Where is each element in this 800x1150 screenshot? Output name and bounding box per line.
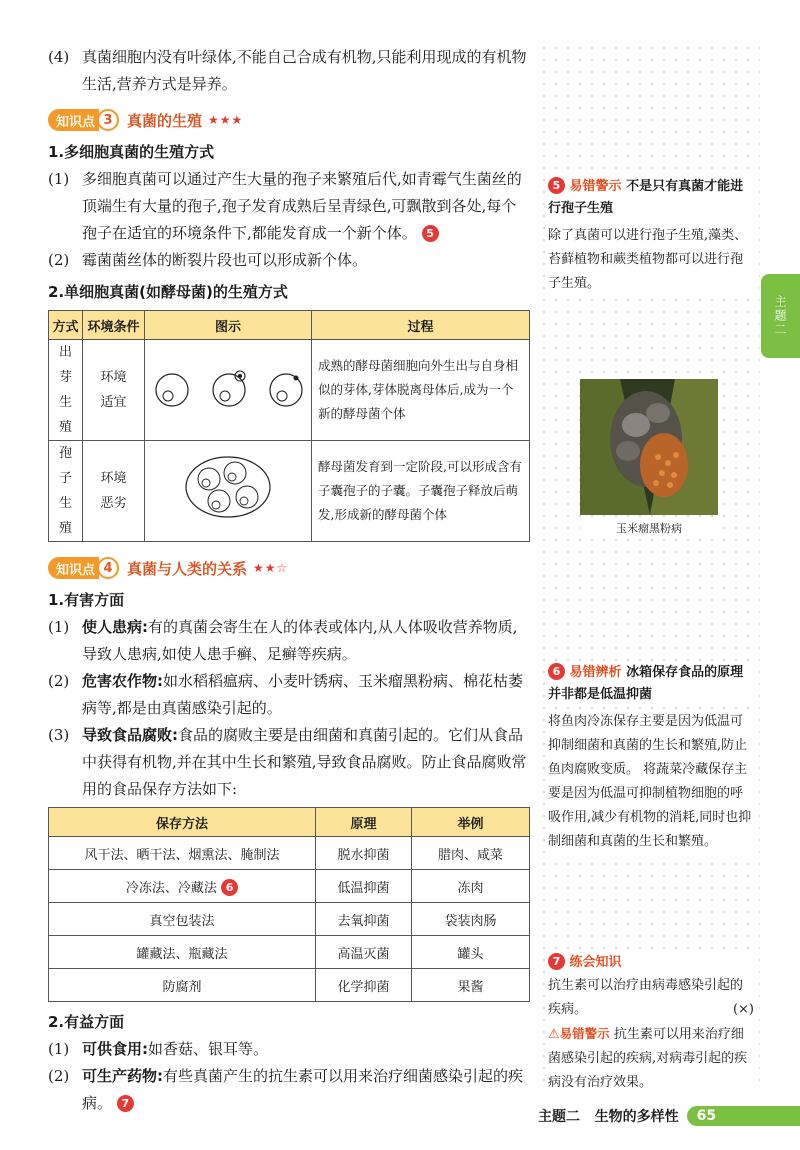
item-text: 有的真菌会寄生在人的体表或体内,从人体吸收营养物质,导致人患病,如使人患手癣、足癣等疾病。 (82, 618, 518, 663)
star-rating: ★★☆ (253, 561, 289, 575)
photo-caption: 玉米瘤黑粉病 (580, 520, 718, 536)
item-keyword: 导致食品腐败: (82, 726, 178, 744)
note-marker-6: 6 (548, 663, 565, 680)
table-cell: 出芽生殖 (49, 340, 83, 441)
column-header: 举例 (412, 808, 530, 837)
table-cell: 酵母菌发育到一定阶段,可以形成含有子囊孢子的子囊。子囊孢子释放后萌发,形成新的酵母菌个体 (312, 441, 530, 542)
item-number: (1) (48, 618, 70, 636)
list-item (48, 1063, 530, 1117)
column-header: 原理 (316, 808, 412, 837)
table-cell: 环境适宜 (83, 340, 145, 441)
table-cell: 环境恶劣 (83, 441, 145, 542)
corn-smut-photo (580, 379, 718, 515)
item-keyword: 可生产药物: (82, 1067, 163, 1085)
table-cell: 罐头 (412, 936, 530, 969)
yeast-reproduction-table (48, 310, 530, 542)
food-preservation-table (48, 807, 530, 1002)
cell-text: 风干法、晒干法、烟熏法、腌制法 (84, 847, 280, 863)
section-heading: 1.多细胞真菌的生殖方式 (48, 143, 215, 161)
footer-text: 主题二 生物的多样性 (538, 1109, 679, 1125)
side-note-5 (548, 176, 756, 296)
item-number: (2) (48, 672, 70, 690)
table-cell (49, 870, 316, 903)
list-item (48, 247, 530, 274)
side-note-title (548, 952, 758, 974)
item-text: 有些真菌产生的抗生素可以用来治疗细菌感染引起的疾病。 (82, 1067, 524, 1112)
table-cell: 果酱 (412, 969, 530, 1002)
table-cell: 腊肉、咸菜 (412, 837, 530, 870)
item-number: (1) (48, 170, 70, 188)
cell-text: 防腐剂 (162, 979, 202, 995)
item-text: 真菌细胞内没有叶绿体,不能自己合成有机物,只能利用现成的有机物生活,营养方式是异养。 (82, 48, 527, 93)
table-row (49, 936, 530, 969)
table-cell: 低温抑菌 (316, 870, 412, 903)
list-item (48, 1036, 530, 1063)
cell-text: 真空包装法 (149, 913, 215, 929)
table-cell: 冻肉 (412, 870, 530, 903)
note-marker-5: 5 (548, 177, 565, 194)
note-label: 练会知识 (569, 955, 622, 970)
page-number: 65 (687, 1106, 800, 1126)
column-header: 方式 (49, 311, 83, 340)
note-marker-7: 7 (548, 953, 565, 970)
item-text: 多细胞真菌可以通过产生大量的孢子来繁殖后代,如青霉气生菌丝的顶端生有大量的孢子,孢子发育成熟后呈青绿色,可飘散到各处,每个孢子在适宜的环境条件下,都能发育成一个新个体。 (82, 170, 522, 242)
section-heading: 1.有害方面 (48, 591, 125, 609)
cell-text: 冷冻法、冷藏法 (125, 880, 217, 896)
table-cell: 袋装肉肠 (412, 903, 530, 936)
table-row (49, 903, 530, 936)
table-cell: 脱水抑菌 (316, 837, 412, 870)
knowledge-point-tag: 知识点 (48, 109, 99, 131)
knowledge-point-3-header (48, 108, 530, 132)
table-row (49, 340, 530, 441)
list-item (48, 722, 530, 803)
item-number: (2) (48, 251, 70, 269)
knowledge-point-title: 真菌的生殖 (127, 111, 203, 130)
list-item (48, 614, 530, 668)
note-title: 冰箱保存食品的原理并非都是低温抑菌 (548, 665, 744, 702)
section-heading: 2.单细胞真菌(如酵母菌)的生殖方式 (48, 283, 288, 301)
table-row (49, 870, 530, 903)
side-note-7 (548, 952, 758, 1095)
warning-label: 易错警示 (559, 1026, 610, 1041)
warning-text: 抗生素可以用来治疗细菌感染引起的疾病,对病毒引起的疾病没有治疗效果。 (548, 1027, 748, 1090)
item-text: 如水稻稻瘟病、小麦叶锈病、玉米瘤黑粉病、棉花枯萎病等,都是由真菌感染引起的。 (82, 672, 524, 717)
table-row (49, 969, 530, 1002)
table-cell: 孢子生殖 (49, 441, 83, 542)
item-keyword: 危害农作物: (82, 672, 163, 690)
warning-icon: ⚠ (548, 1027, 560, 1042)
star-rating: ★★★ (208, 113, 244, 127)
knowledge-point-number: 3 (97, 109, 119, 131)
column-header: 过程 (312, 311, 530, 340)
knowledge-point-number: 4 (97, 557, 119, 579)
budding-illustration (145, 346, 311, 426)
side-note-title (548, 662, 756, 706)
column-header: 环境条件 (83, 311, 145, 340)
note-label: 易错辨析 (569, 665, 622, 680)
note-marker-7: 7 (117, 1095, 134, 1112)
note-marker-6: 6 (221, 879, 238, 896)
item-text: 食品的腐败主要是由细菌和真菌引起的。它们从食品中获得有机物,并在其中生长和繁殖,导致食品腐败。防止食品腐败常用的食品保存方法如下: (82, 726, 527, 798)
column-header: 图示 (145, 311, 312, 340)
table-cell (49, 903, 316, 936)
item-number: (4) (48, 48, 70, 66)
table-cell: 去氧抑菌 (316, 903, 412, 936)
table-cell (49, 969, 316, 1002)
side-note-6 (548, 662, 756, 854)
section-heading: 2.有益方面 (48, 1013, 125, 1031)
ascospore-illustration (145, 447, 311, 527)
item-text: 如香菇、银耳等。 (148, 1040, 269, 1058)
table-cell (49, 936, 316, 969)
intro-item-4 (48, 44, 530, 98)
main-column (48, 44, 530, 1117)
item-text: 霉菌菌丝体的断裂片段也可以形成新个体。 (82, 251, 368, 269)
side-note-title (548, 176, 756, 220)
table-row (49, 837, 530, 870)
note-title: 不是只有真菌才能进行孢子生殖 (548, 179, 744, 216)
budding-diagram (145, 340, 312, 441)
note-label: 易错警示 (569, 179, 622, 194)
table-cell: 成熟的酵母菌细胞向外生出与自身相似的芽体,芽体脱离母体后,成为一个新的酵母菌个体 (312, 340, 530, 441)
list-item (48, 668, 530, 722)
answer-mark: (×) (732, 1002, 754, 1017)
knowledge-point-title: 真菌与人类的关系 (127, 559, 248, 578)
cell-text: 罐藏法、瓶藏法 (136, 946, 228, 962)
column-header: 保存方法 (49, 808, 316, 837)
table-cell: 化学抑菌 (316, 969, 412, 1002)
table-cell (49, 837, 316, 870)
item-number: (2) (48, 1067, 70, 1085)
knowledge-point-tag: 知识点 (48, 557, 99, 579)
page-footer (538, 1104, 800, 1128)
warning-note (548, 1022, 758, 1095)
side-notes-column (538, 42, 760, 1090)
spore-diagram (145, 441, 312, 542)
item-keyword: 使人患病: (82, 618, 148, 636)
question-text: 抗生素可以治疗由病毒感染引起的疾病。 (548, 978, 744, 1017)
table-cell: 高温灭菌 (316, 936, 412, 969)
note-marker-5: 5 (422, 225, 439, 242)
item-keyword: 可供食用: (82, 1040, 148, 1058)
corn-smut-image (580, 379, 718, 515)
side-note-text: 除了真菌可以进行孢子生殖,藻类、苔藓植物和蕨类植物都可以进行孢子生殖。 (548, 224, 756, 296)
practice-question (548, 974, 758, 1022)
item-number: (3) (48, 726, 70, 744)
side-note-text: 将鱼肉冷冻保存主要是因为低温可抑制细菌和真菌的生长和繁殖,防止鱼肉腐败变质。 将蔬菜冷藏保存主要是因为低温可抑制植物细胞的呼吸作用,减少有机物的消耗,同时也抑制细菌和真菌的生长和繁殖。 (548, 710, 756, 854)
table-row (49, 441, 530, 542)
knowledge-point-4-header (48, 556, 530, 580)
list-item (48, 166, 530, 247)
item-number: (1) (48, 1040, 70, 1058)
chapter-tab: 主题二 (761, 274, 800, 358)
